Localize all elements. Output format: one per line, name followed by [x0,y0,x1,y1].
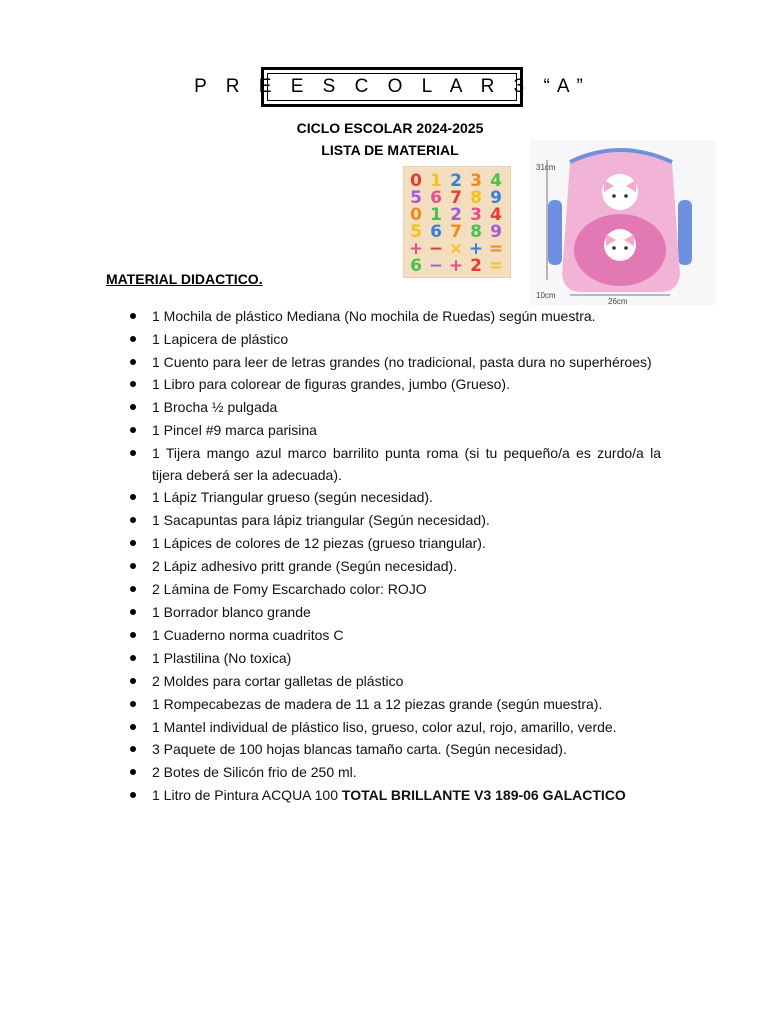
puzzle-piece: 4 [490,171,502,191]
puzzle-piece: = [488,256,504,276]
list-item [106,693,661,716]
list-item [106,716,661,738]
list-item [106,761,661,784]
puzzle-piece: × [448,239,464,259]
list-item-text: 1 Tijera mango azul marco barrilito punta roma (si tu pequeño/a es zurdo/a la tijera deberá ser la adecuada). [152,445,661,483]
list-item-text: 2 Lápiz adhesivo pritt grande (Según necesidad). [152,558,458,574]
list-item [106,738,661,761]
puzzle-piece: + [468,239,484,259]
list-item-text: 1 Litro de Pintura ACQUA 100 [152,787,342,803]
list-item [106,509,661,532]
puzzle-piece: = [488,239,504,259]
backpack-image [530,140,716,305]
title-box [194,67,590,107]
puzzle-piece: 2 [470,256,482,276]
puzzle-piece: 8 [470,188,482,208]
puzzle-piece: 3 [470,171,482,191]
list-item-bold-text: TOTAL BRILLANTE V3 189-06 GALACTICO [341,787,626,803]
list-item-text: 1 Mantel individual de plástico liso, grueso, color azul, rojo, amarillo, verde. [152,719,617,735]
list-item [106,328,661,351]
section-heading: MATERIAL DIDACTICO. [106,271,263,287]
list-item [106,419,661,442]
list-item [106,532,661,555]
list-item [106,396,661,419]
list-item-text: 1 Cuaderno norma cuadritos C [152,627,344,643]
puzzle-piece: 6 [430,188,442,208]
puzzle-piece: 6 [410,256,422,276]
list-item-text: 2 Moldes para cortar galletas de plástico [152,673,404,689]
list-item-text: 1 Pincel #9 marca parisina [152,422,317,438]
list-item [106,670,661,693]
puzzle-piece: + [408,239,424,259]
puzzle-piece: 1 [430,171,442,191]
list-item-text: 1 Rompecabezas de madera de 11 a 12 piezas grande (según muestra). [152,696,603,712]
backpack-width-label: 26cm [608,297,628,305]
list-item-text: 1 Mochila de plástico Mediana (No mochila de Ruedas) según muestra. [152,308,596,324]
list-item-text: 1 Lápices de colores de 12 piezas (grueso triangular). [152,535,486,551]
puzzle-piece: − [428,256,444,276]
list-item-text: 1 Brocha ½ pulgada [152,399,278,415]
list-item-text: 1 Lapicera de plástico [152,331,289,347]
backpack-height-label: 31cm [536,163,556,172]
list-item [106,601,661,624]
list-item-text: 2 Lámina de Fomy Escarchado color: ROJO [152,581,427,597]
material-list [106,305,661,807]
list-item [106,624,661,647]
page-title: P R E E S C O L A R 3 “A” [194,76,590,97]
number-puzzle-image [403,166,511,278]
school-cycle: CICLO ESCOLAR 2024-2025 [296,120,484,136]
puzzle-piece: 7 [450,188,462,208]
puzzle-piece: 0 [410,171,422,191]
puzzle-piece: + [448,256,464,276]
puzzle-piece: 0 [410,205,422,225]
list-item-text: 1 Libro para colorear de figuras grandes, jumbo (Grueso). [152,376,510,392]
list-item-text: 1 Borrador blanco grande [152,604,311,620]
backpack-depth-label: 10cm [536,291,556,300]
list-item [106,442,661,486]
puzzle-piece: 9 [490,188,502,208]
list-item [106,373,661,396]
list-item [106,647,661,670]
list-item-text: 2 Botes de Silicón frio de 250 ml. [152,764,357,780]
puzzle-piece: 3 [470,205,482,225]
puzzle-piece: 7 [450,222,462,242]
puzzle-piece: 5 [410,188,422,208]
puzzle-piece: − [428,239,444,259]
puzzle-piece: 4 [490,205,502,225]
list-item [106,305,661,328]
list-item [106,578,661,601]
puzzle-piece: 6 [430,222,442,242]
list-item [106,351,661,373]
list-item-text: 1 Cuento para leer de letras grandes (no tradicional, pasta dura no superhéroes) [152,354,652,370]
puzzle-piece: 8 [470,222,482,242]
list-item-text: 1 Lápiz Triangular grueso (según necesidad). [152,489,433,505]
puzzle-piece: 9 [490,222,502,242]
list-title: LISTA DE MATERIAL [321,142,459,158]
puzzle-piece: 1 [430,205,442,225]
list-item-text: 1 Plastilina (No toxica) [152,650,292,666]
list-item [106,486,661,509]
list-item [106,555,661,578]
puzzle-piece: 2 [450,171,462,191]
puzzle-piece: 2 [450,205,462,225]
list-item [106,784,661,807]
list-item-text: 1 Sacapuntas para lápiz triangular (Según necesidad). [152,512,490,528]
list-item-text: 3 Paquete de 100 hojas blancas tamaño carta. (Según necesidad). [152,741,567,757]
puzzle-piece: 5 [410,222,422,242]
